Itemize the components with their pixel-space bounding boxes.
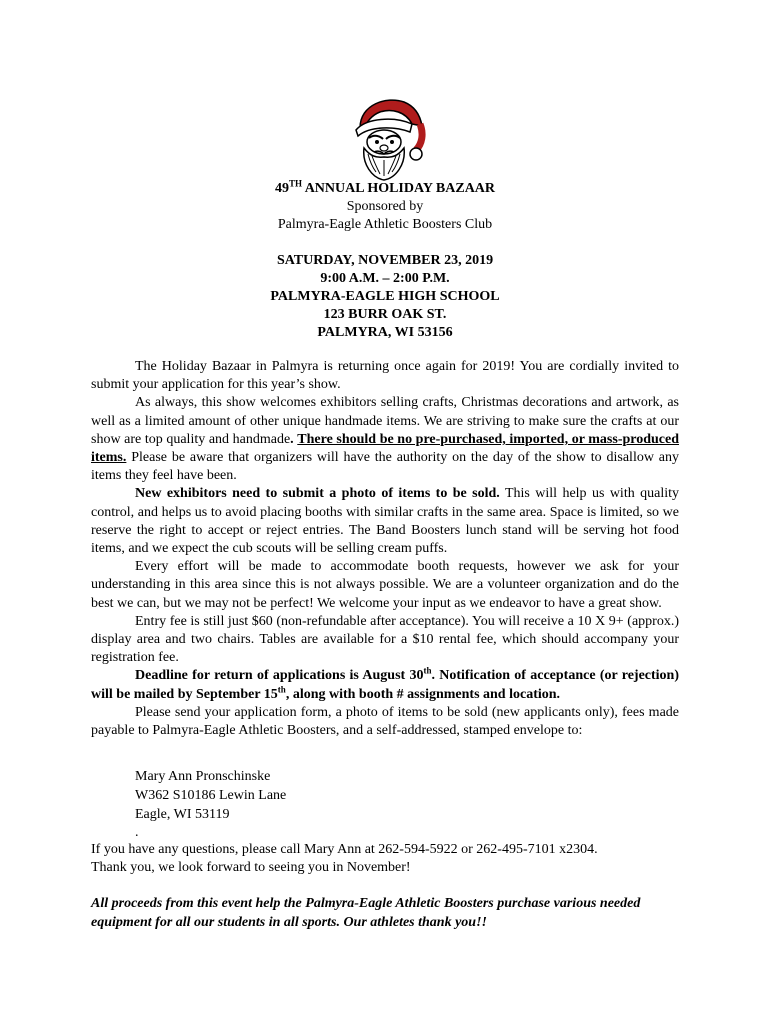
- santa-claus-icon: [342, 94, 428, 182]
- paragraph-crafts: As always, this show welcomes exhibitors selling crafts, Christmas decorations and artwork, as well as a limited amount of other unique handmade items. We are striving to make sure the crafts at our show are top quality and handmade. There should be no pre-purchased, imported, or mass-produced items. Please be aware that organizers will have the authority on the day of the show to disallow any items they feel have been.: [91, 395, 680, 484]
- mailing-name: Mary Ann Pronschinske: [135, 769, 271, 784]
- paragraph-new-exhibitors: New exhibitors need to submit a photo of items to be sold. This will help us with quality control, and helps us to avoid placing booths with similar crafts in the same area. Space is limited, so we reserve the right to accept or reject entries. The Band Boosters lunch stand will be serving hot food items, and we expect the cub scouts will be selling cream puffs.: [91, 486, 679, 557]
- paragraph-intro: The Holiday Bazaar in Palmyra is returning once again for 2019! You are cordially invited to submit your application for this year’s show.: [91, 359, 679, 393]
- body-text: [91, 358, 679, 740]
- event-title: 49TH ANNUAL HOLIDAY BAZAAR: [274, 178, 496, 196]
- event-city: PALMYRA, WI 53156: [317, 325, 453, 340]
- event-street: 123 BURR OAK ST.: [323, 307, 447, 322]
- contact-thanks: Thank you, we look forward to seeing you in November!: [91, 860, 411, 875]
- mailing-dot: .: [135, 825, 139, 840]
- closing-statement: All proceeds from this event help the Palmyra-Eagle Athletic Boosters purchase various needed equipment for all our students in all sports. Our athletes thank you!!: [91, 896, 641, 930]
- mailing-street: W362 S10186 Lewin Lane: [135, 788, 287, 803]
- event-date: SATURDAY, NOVEMBER 23, 2019: [276, 253, 494, 268]
- sponsor-name: Palmyra-Eagle Athletic Boosters Club: [277, 217, 493, 232]
- paragraph-deadline: Deadline for return of applications is August 30th. Notification of acceptance (or rejection) will be mailed by September 15th, along with booth # assignments and location.: [91, 665, 679, 702]
- paragraph-booth-requests: Every effort will be made to accommodate booth requests, however we ask for your understanding in this area since this is not always possible. We are a volunteer organization and do the best we can, but we may not be perfect! We welcome your input as we endeavor to have a great show.: [91, 559, 679, 611]
- event-venue: PALMYRA-EAGLE HIGH SCHOOL: [270, 289, 500, 304]
- contact-questions: If you have any questions, please call Mary Ann at 262-594-5922 or 262-495-7101 x2304.: [91, 842, 598, 857]
- sponsored-by-label: Sponsored by: [346, 199, 424, 214]
- no-purchased-items-notice: There should be no pre-purchased, imported, or mass-produced items.: [91, 431, 680, 466]
- mailing-city: Eagle, WI 53119: [135, 807, 230, 822]
- event-time: 9:00 A.M. – 2:00 P.M.: [320, 271, 450, 286]
- paragraph-entry-fee: Entry fee is still just $60 (non-refundable after acceptance). You will receive a 10 X 9+ (approx.) display area and two chairs. Tables are available for a $10 rental fee, which should accompany your registration fee.: [91, 613, 679, 666]
- paragraph-send-application: Please send your application form, a photo of items to be sold (new applicants only), fees made payable to Palmyra-Eagle Athletic Boosters, and a self-addressed, stamped envelope to:: [91, 704, 679, 739]
